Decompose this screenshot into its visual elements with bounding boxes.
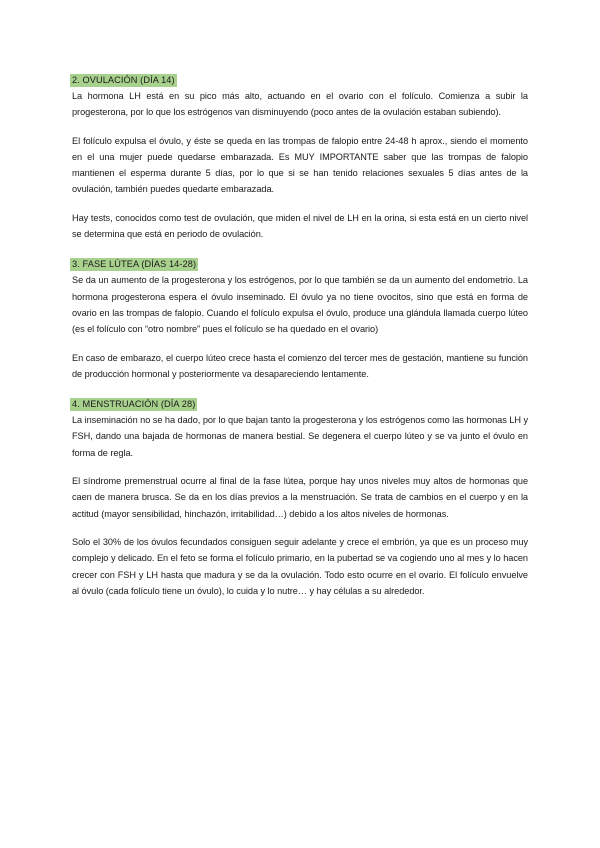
paragraph: Hay tests, conocidos como test de ovulación, que miden el nivel de LH en la orina, si esta está en un cierto nivel se determina que está en periodo de ovulación. — [72, 212, 528, 240]
section-heading: 3. FASE LÚTEA (DÍAS 14-28) — [72, 259, 197, 270]
section-heading: 4. MENSTRUACIÓN (DÍA 28) — [72, 399, 196, 410]
paragraph: El síndrome premenstrual ocurre al final de la fase lútea, porque hay unos niveles muy altos de hormonas que caen de manera brusca. Se da en los días previos a la menstruación. Se trata de cambios en el cuerpo y en la actitud (mayor sensibilidad, hinchazón, irritabilidad…) debido a los altos niveles de hormonas. — [72, 476, 528, 519]
paragraph: La hormona LH está en su pico más alto, actuando en el ovario con el folículo. Comienza a subir la progesterona, por lo que los estrógenos van disminuyendo (poco antes de la ovulación estaban subiendo). — [72, 91, 528, 118]
paragraph: La inseminación no se ha dado, por lo que bajan tanto la progesterona y los estrógenos como las hormonas LH y FSH, dando una bajada de hormonas de manera bestial. Se degenera el cuerpo lúteo y se va junto el óvulo en forma de regla. — [72, 415, 528, 458]
section-heading: 2. OVULACIÓN (DÍA 14) — [72, 75, 175, 85]
section-menstruacion — [72, 394, 528, 599]
paragraph: En caso de embarazo, el cuerpo lúteo crece hasta el comienzo del tercer mes de gestación, mantiene su función de producción hormonal y posteriormente va desapareciendo lentamente. — [72, 352, 528, 379]
paragraph: Solo el 30% de los óvulos fecundados consiguen seguir adelante y crece el embrión, ya que es un proceso muy complejo y delicado. En el feto se forma el folículo primario, en la pubertad se va cogiendo uno al mes y lo hacen crecer con FSH y LH hasta que madura y se da la ovulación. Todo esto ocurre en el ovario. El folículo envuelve al óvulo (cada folículo tiene un óvulo), lo cuida y lo nutre… y hay células a su alrededor. — [72, 536, 528, 596]
section-fase-lutea — [72, 254, 528, 382]
section-ovulacion — [72, 70, 528, 242]
document-page — [72, 70, 528, 611]
paragraph: Se da un aumento de la progesterona y los estrógenos, por lo que también se da un aumento del endometrio. La hormona progesterona espera el óvulo inseminado. El óvulo ya no tiene ovocitos, sino que está en forma de ovario en las trompas de falopio. Cuando el folículo expulsa el óvulo, produce una glándula llamada cuerpo lúteo (es el folículo con “otro nombre” pues el folículo se ha quedado en el ovario) — [72, 275, 528, 335]
paragraph: El folículo expulsa el óvulo, y éste se queda en las trompas de falopio entre 24-48 h aprox., siendo el momento en el una mujer puede quedarse embarazada. Es MUY IMPORTANTE saber que las trompas de falopio mantienen el esperma durante 5 días, por lo que si se han tenido relaciones sexuales 5 días antes de la ovulación, también puedes quedarte embarazada. — [72, 135, 528, 195]
